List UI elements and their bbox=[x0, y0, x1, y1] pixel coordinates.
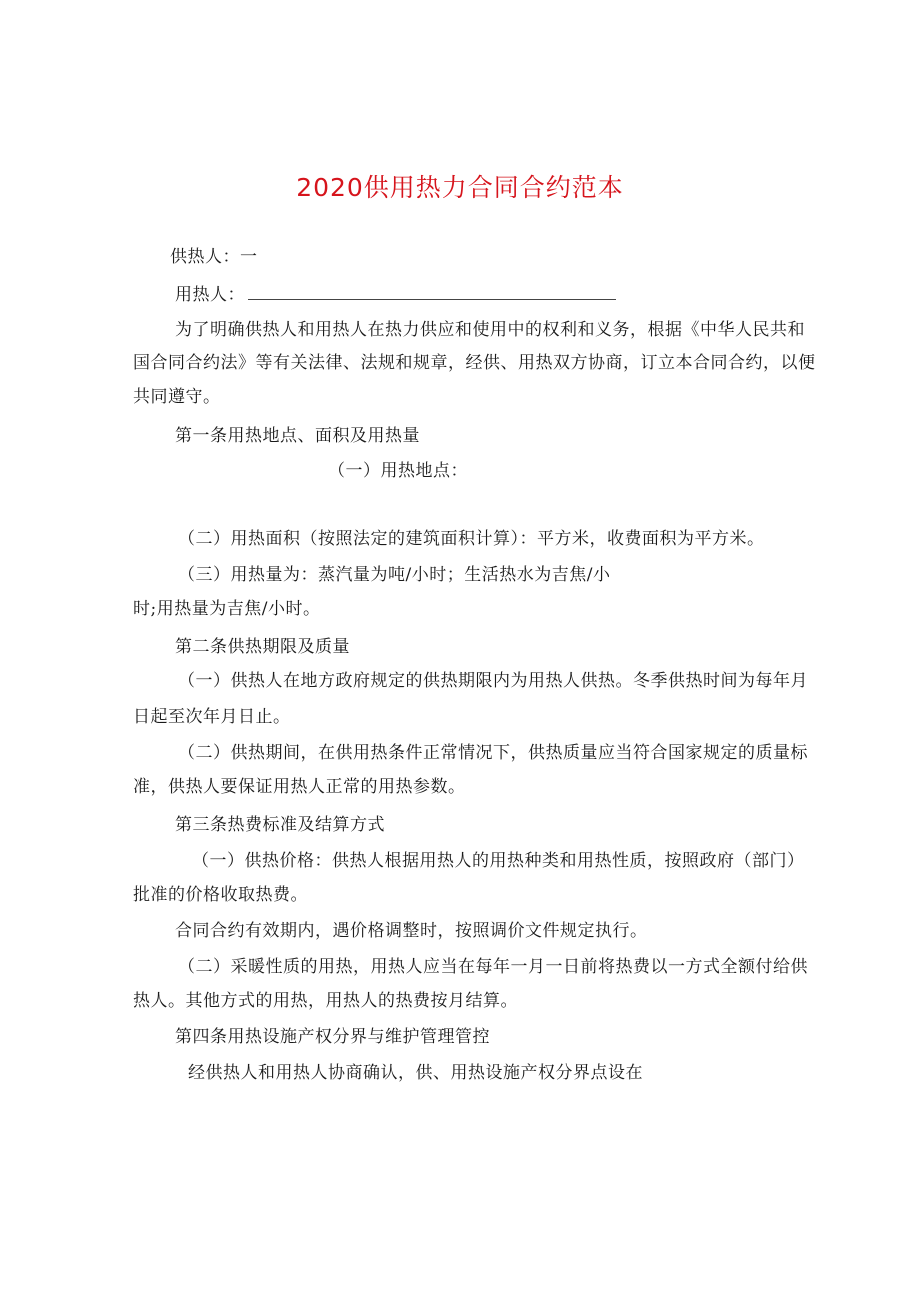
article3-note: 合同合约有效期内，遇价格调整时，按照调价文件规定执行。 bbox=[175, 921, 648, 941]
article3-item1-line2: 批准的价格收取热费。 bbox=[133, 885, 308, 905]
user-underline bbox=[248, 299, 616, 300]
article1-item3-line1: （三）用热量为：蒸汽量为吨/小时；生活热水为吉焦/小 bbox=[178, 565, 611, 585]
intro-line-3: 共同遵守。 bbox=[133, 387, 221, 407]
article1-heading: 第一条用热地点、面积及用热量 bbox=[175, 426, 420, 446]
article2-item2-line1: （二）供热期间，在供用热条件正常情况下，供热质量应当符合国家规定的质量标 bbox=[178, 743, 808, 763]
article1-item3-line2: 时;用热量为吉焦/小时。 bbox=[133, 599, 321, 619]
intro-line-2: 国合同合约法》等有关法律、法规和规章，经供、用热双方协商，订立本合同合约，以便 bbox=[133, 353, 816, 373]
document-title: 2020供用热力合同合约范本 bbox=[296, 173, 624, 202]
article1-item2: （二）用热面积（按照法定的建筑面积计算）：平方米，收费面积为平方米。 bbox=[178, 529, 765, 549]
article4-heading: 第四条用热设施产权分界与维护管理管控 bbox=[175, 1027, 490, 1047]
article2-item1-line2: 日起至次年月日止。 bbox=[133, 707, 291, 727]
article4-text: 经供热人和用热人协商确认，供、用热设施产权分界点设在 bbox=[188, 1063, 643, 1083]
article3-item2-line2: 热人。其他方式的用热，用热人的热费按月结算。 bbox=[133, 991, 518, 1011]
supplier-label: 供热人：一 bbox=[170, 247, 258, 267]
article2-item2-line2: 准，供热人要保证用热人正常的用热参数。 bbox=[133, 777, 466, 797]
article2-heading: 第二条供热期限及质量 bbox=[175, 637, 350, 657]
intro-line-1: 为了明确供热人和用热人在热力供应和使用中的权利和义务，根据《中华人民共和 bbox=[175, 320, 805, 340]
article3-heading: 第三条热费标准及结算方式 bbox=[175, 815, 385, 835]
user-label: 用热人： bbox=[175, 285, 245, 305]
article3-item1-line1: （一）供热价格：供热人根据用热人的用热种类和用热性质，按照政府（部门） bbox=[192, 851, 805, 871]
article2-item1-line1: （一）供热人在地方政府规定的供热期限内为用热人供热。冬季供热时间为每年月 bbox=[178, 671, 808, 691]
article3-item2-line1: （二）采暖性质的用热，用热人应当在每年一月一日前将热费以一方式全额付给供 bbox=[178, 957, 808, 977]
article1-item1: （一）用热地点： bbox=[328, 461, 468, 481]
